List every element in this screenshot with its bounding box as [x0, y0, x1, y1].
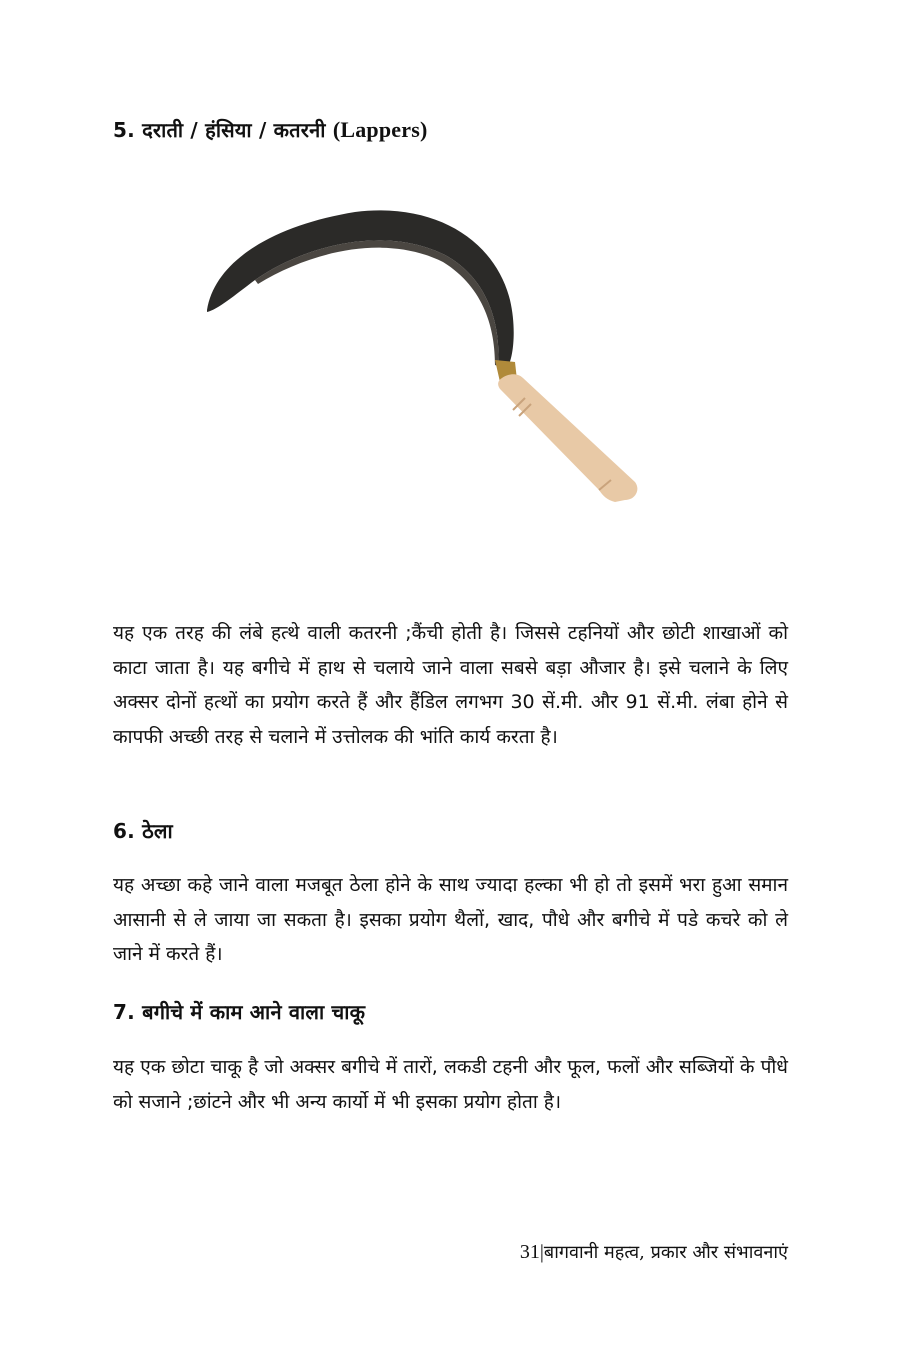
section-5-title-latin: (Lappers) — [332, 117, 428, 142]
section-5-number: 5. — [113, 118, 135, 142]
sickle-image — [195, 200, 655, 520]
book-title: बागवानी महत्व, प्रकार और संभावनाएं — [543, 1242, 788, 1263]
page-number: 31| — [519, 1241, 544, 1263]
sickle-blade — [207, 210, 514, 368]
section-6-title: ठेला — [142, 819, 173, 843]
page-footer — [520, 1240, 788, 1264]
section-5-title: दराती / हंसिया / कतरनी — [142, 118, 326, 142]
section-5-paragraph: यह एक तरह की लंबे हत्थे वाली कतरनी ;कैंची होती है। जिससे टहनियों और छोटी शाखाओं को काटा जाता है। यह बगीचे में हाथ से चलाये जाने वाला सबसे बड़ा औजार है। इसे चलाने के लिए अक्सर दोनों हत्थों का प्रयोग करते हैं और हैंडिल लगभग 30 सें.मी. और 91 सें.मी. लंबा होने से कापफी अच्छी तरह से चलाने में उत्तोलक की भांति कार्य करता है। — [113, 622, 788, 748]
section-7-paragraph: यह एक छोटा चाकू है जो अक्सर बगीचे में तारों, लकडी टहनी और फूल, फलों और सब्जियों के पौधे को सजाने ;छांटने और भी अन्य कार्यो में भी इसका प्रयोग होता है। — [113, 1056, 788, 1113]
section-6-number: 6. — [113, 819, 135, 843]
section-7-number: 7. — [113, 1000, 135, 1024]
section-5-heading — [113, 116, 428, 143]
section-6-paragraph: यह अच्छा कहे जाने वाला मजबूत ठेला होने के साथ ज्यादा हल्का भी हो तो इसमें भरा हुआ समान आसानी से ले जाया जा सकता है। इसका प्रयोग थैलों, खाद, पौधे और बगीचे में पडे कचरे को ले जाने में करते हैं। — [113, 874, 788, 965]
section-7-title: बगीचे में काम आने वाला चाकू — [142, 1000, 366, 1024]
section-6-heading — [113, 817, 173, 844]
section-7-heading — [113, 998, 365, 1025]
sickle-handle — [498, 374, 637, 502]
